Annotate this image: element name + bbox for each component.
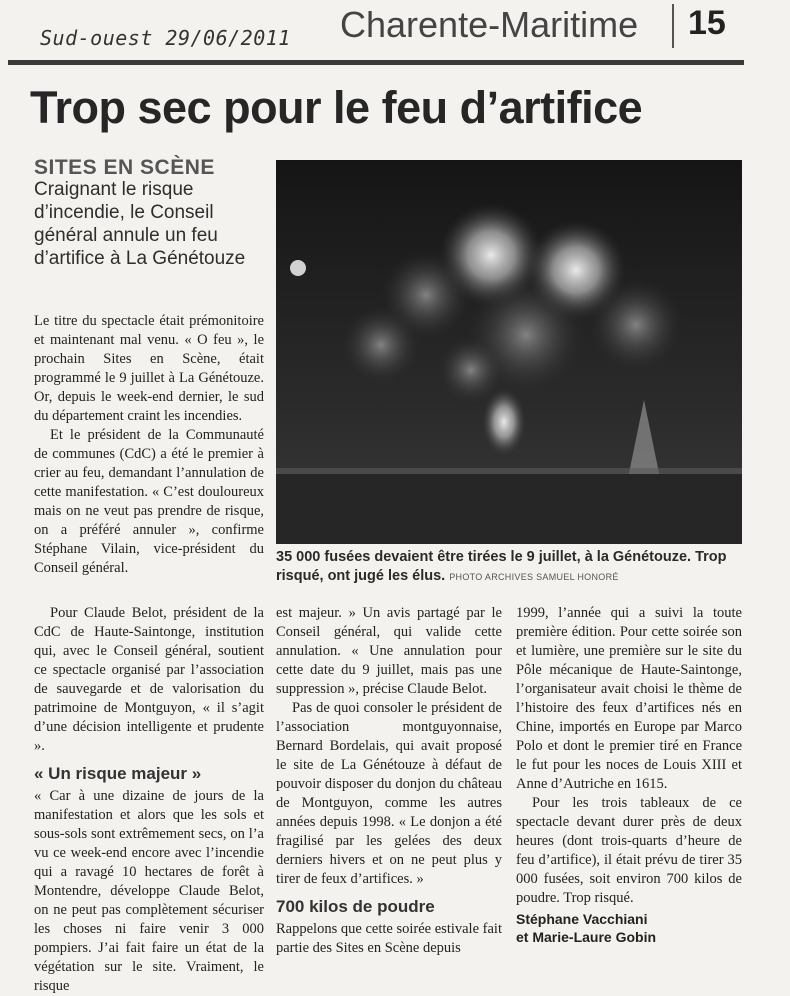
subheading: 700 kilos de poudre [276,897,435,916]
standfirst: Craignant le risque d’incendie, le Conseil général annule un feu d’artifice à La Génétouze [34,179,246,269]
body-column-1-top [34,312,264,578]
photo-credit: PHOTO ARCHIVES SAMUEL HONORÉ [449,572,619,582]
paragraph: Rappelons que cette soirée estivale fait partie des Sites en Scène depuis [276,921,502,956]
caption-text: 35 000 fusées devaient être tirées le 9 juillet, à la Génétouze. Trop risqué, ont jugé les élus. [276,549,727,584]
page-number: 15 [688,4,726,42]
paragraph: Le titre du spectacle était prémonitoire et maintenant mal venu. « O feu », le prochain Sites en Scène, était programmé le 9 juillet à La Génétouze. Or, depuis le week-end dernier, le sud du département craint les incendies. [34,313,264,424]
paragraph: Pas de quoi consoler le président de l’association montguyonnaise, Bernard Bordelais, qui avait proposé le site de La Génétouze à défaut de pouvoir disposer du donjon du château de Montguyon, comme les autres années depuis 1998. « Le donjon a été fragilisé par les gelées des deux derniers hivers et on ne peut plus y tirer de feux d’artifices. » [276,700,502,887]
paragraph: est majeur. » Un avis partagé par le Conseil général, qui valide cette annulation. « Une annulation pour cette date du 9 juillet, mais pas une suppression », précise Claude Belot. [276,605,502,697]
photo-caption [276,548,744,587]
top-rule [8,60,744,65]
body-column-1-bottom [34,604,264,996]
paragraph: 1999, l’année qui a suivi la toute première édition. Pour cette soirée son et lumière, une première sur le site du Pôle mécanique de Haute-Saintonge, l’organisateur avait choisi le thème de l’histoire des feux d’artifices nés en Chine, importés en Europe par Marco Polo et dont le premier tiré en France le fut pour les noces de Louis XIII et Anne d’Autriche en 1615. [516,605,742,792]
paragraph: Et le président de la Communauté de communes (CdC) a été le premier à crier au feu, demandant l’annulation de cette manifestation. « C’est douloureux mais on ne veut pas prendre de risque, on a préféré annuler », confirme Stéphane Vilain, vice-président du Conseil général. [34,427,264,576]
kicker: SITES EN SCÈNE [34,156,215,179]
handwritten-date-note: Sud-ouest 29/06/2011 [40,26,291,50]
paragraph: Pour Claude Belot, président de la CdC de Haute-Saintonge, institution qui, avec le Conseil général, soutient ce spectacle organisé par l’association de sauvegarde et de valorisation du patrimoine de Montguyon, « il s’agit d’une décision intelligente et prudente ». [34,605,264,754]
section-name: Charente-Maritime [340,4,639,45]
header-divider [672,4,674,48]
byline-line-2: et Marie-Laure Gobin [516,929,657,945]
headline: Trop sec pour le feu d’artifice [30,82,643,133]
paragraph: « Car à une dizaine de jours de la manifestation et alors que les sols et sous-sols sont extrêmement secs, on l’a vu ce week-end encore avec l’incendie qui a ravagé 10 hectares de forêt à Montendre, développe Claude Belot, on ne peut pas complètement sécuriser les choses ni faire venir 3 000 pompiers. J’ai fait faire un état de la végétation sur le site. Vraiment, le risque [34,788,264,994]
body-column-2 [276,604,502,958]
paragraph: Pour les trois tableaux de ce spectacle devant durer près de deux heures (dont trois-quarts d’heure de feu d’artifice), il était prévu de tirer 35 000 fusées, soit environ 700 kilos de poudre. Trop risqué. [516,795,742,906]
body-column-3 [516,604,742,946]
fireworks-photo [276,160,742,544]
subheading: « Un risque majeur » [34,764,202,783]
byline-line-1: Stéphane Vacchiani [516,911,648,927]
